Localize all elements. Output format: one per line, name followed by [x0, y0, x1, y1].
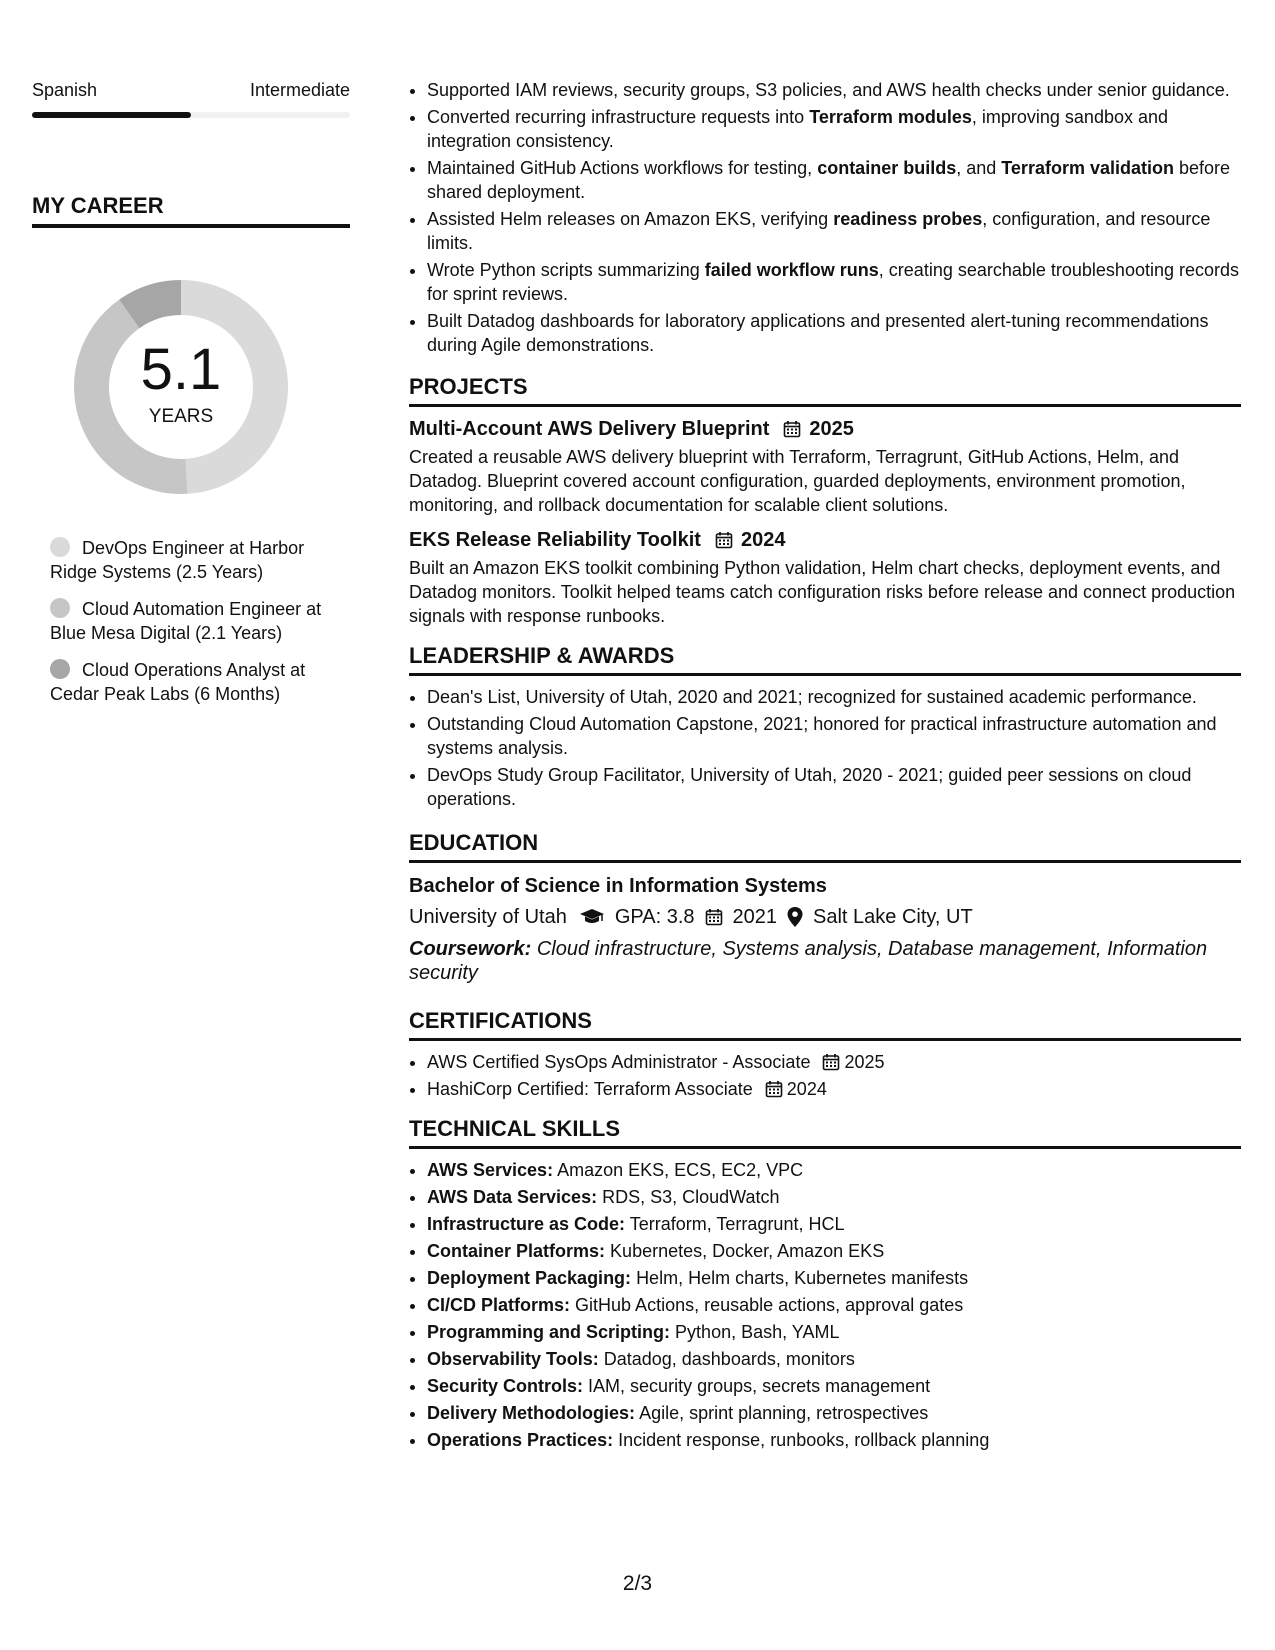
career-total-years: 5.1: [140, 337, 222, 402]
calendar-icon: [783, 420, 801, 438]
legend-dot: [50, 537, 70, 557]
career-legend-label: Cloud Operations Analyst at Cedar Peak Labs (6 Months): [50, 660, 306, 704]
experience-bullet: • Built Datadog dashboards for laboratory applications and presented alert-tuning recommendations during Agile demonstrations.: [427, 309, 1241, 357]
skill-item: • Delivery Methodologies: Agile, sprint planning, retrospectives: [427, 1401, 1241, 1425]
page-number: 2/3: [622, 1572, 653, 1595]
skill-item: • CI/CD Platforms: GitHub Actions, reusable actions, approval gates: [427, 1293, 1241, 1317]
calendar-icon: [822, 1053, 840, 1071]
career-years-unit: YEARS: [148, 406, 214, 427]
skills-list: [409, 1158, 1241, 1452]
certification-item: [427, 1077, 1241, 1101]
graduation-cap-icon: [579, 908, 605, 926]
calendar-icon: [765, 1080, 783, 1098]
career-legend-item: [50, 536, 350, 584]
main-column: [409, 78, 1241, 1455]
leadership-item: • Dean's List, University of Utah, 2020 and 2021; recognized for sustained academic performance.: [427, 685, 1241, 709]
graduation-year: 2021: [732, 906, 778, 928]
experience-bullet: • Converted recurring infrastructure requests into Terraform modules, improving sandbox and integration consistency.: [427, 105, 1241, 153]
project-item: [409, 416, 1241, 517]
education-details: [409, 903, 1241, 931]
experience-bullet: • Maintained GitHub Actions workflows for testing, container builds, and Terraform validation before shared deployment.: [427, 156, 1241, 204]
leadership-heading: LEADERSHIP & AWARDS: [409, 642, 1241, 676]
skill-item: • Programming and Scripting: Python, Bash, YAML: [427, 1320, 1241, 1344]
calendar-icon: [715, 531, 733, 549]
gpa: GPA: 3.8: [614, 906, 695, 928]
coursework-label: Coursework:: [409, 938, 532, 960]
skill-item: • Container Platforms: Kubernetes, Docker, Amazon EKS: [427, 1239, 1241, 1263]
legend-dot: [50, 659, 70, 679]
language-proficiency-fill: [32, 112, 191, 118]
school-location: Salt Lake City, UT: [813, 906, 973, 928]
project-year: 2024: [740, 529, 786, 551]
skill-item: • AWS Services: Amazon EKS, ECS, EC2, VPC: [427, 1158, 1241, 1182]
skill-item: • Operations Practices: Incident response, runbooks, rollback planning: [427, 1428, 1241, 1452]
career-donut-chart: [66, 272, 296, 502]
degree-title: Bachelor of Science in Information Systems: [409, 875, 827, 897]
career-legend-item: [50, 658, 350, 706]
school-name: University of Utah: [409, 906, 567, 928]
certifications-heading: CERTIFICATIONS: [409, 1007, 1241, 1041]
experience-bullets: [409, 78, 1241, 357]
certification-year: 2025: [844, 1052, 885, 1072]
project-description: Built an Amazon EKS toolkit combining Python validation, Helm chart checks, deployment events, and Datadog monitors. Toolkit helped teams catch configuration risks before release and connect production signals with response runbooks.: [409, 558, 1236, 626]
skill-item: • Security Controls: IAM, security groups, secrets management: [427, 1374, 1241, 1398]
project-title-row: [409, 527, 1241, 553]
projects-heading: PROJECTS: [409, 373, 1241, 407]
project-title-row: [409, 416, 1241, 442]
coursework-list: Cloud infrastructure, Systems analysis, Database management, Information security: [409, 938, 1208, 984]
certification-name: • HashiCorp Certified: Terraform Associate: [427, 1079, 753, 1099]
career-legend-label: DevOps Engineer at Harbor Ridge Systems (2.5 Years): [50, 538, 305, 582]
leadership-item: • DevOps Study Group Facilitator, University of Utah, 2020 - 2021; guided peer sessions on cloud operations.: [427, 763, 1241, 811]
certification-item: [427, 1050, 1241, 1074]
language-level: Intermediate: [249, 80, 350, 100]
project-year: 2025: [809, 418, 854, 440]
certification-name: • AWS Certified SysOps Administrator - Associate: [427, 1052, 811, 1072]
coursework: [409, 937, 1241, 985]
skill-item: • Deployment Packaging: Helm, Helm charts, Kubernetes manifests: [427, 1266, 1241, 1290]
calendar-icon: [705, 908, 723, 926]
education-heading: EDUCATION: [409, 829, 1241, 863]
skill-item: • Infrastructure as Code: Terraform, Terragrunt, HCL: [427, 1212, 1241, 1236]
career-legend-label: Cloud Automation Engineer at Blue Mesa Digital (2.1 Years): [50, 599, 322, 643]
experience-bullet: • Supported IAM reviews, security groups, S3 policies, and AWS health checks under senior guidance.: [427, 78, 1241, 102]
experience-bullet: • Assisted Helm releases on Amazon EKS, verifying readiness probes, configuration, and resource limits.: [427, 207, 1241, 255]
skill-item: • AWS Data Services: RDS, S3, CloudWatch: [427, 1185, 1241, 1209]
certification-year: 2024: [786, 1079, 827, 1099]
legend-dot: [50, 598, 70, 618]
certifications-list: [409, 1050, 1241, 1101]
career-legend-item: [50, 597, 350, 645]
donut-center: [66, 272, 296, 502]
experience-bullet: • Wrote Python scripts summarizing failed workflow runs, creating searchable troubleshooting records for sprint reviews.: [427, 258, 1241, 306]
language-proficiency-bar: [32, 112, 350, 118]
language-name: Spanish: [32, 80, 98, 100]
language-row: [32, 78, 350, 102]
career-legend: [50, 536, 350, 706]
project-title: Multi-Account AWS Delivery Blueprint: [409, 418, 770, 440]
project-title: EKS Release Reliability Toolkit: [409, 529, 701, 551]
project-item: [409, 527, 1241, 628]
leadership-item: • Outstanding Cloud Automation Capstone, 2021; honored for practical infrastructure automation and systems analysis.: [427, 712, 1241, 760]
project-description: Created a reusable AWS delivery blueprint with Terraform, Terragrunt, GitHub Actions, Helm, and Datadog. Blueprint covered account configuration, guarded deployments, environment promotion, monitoring, and rollback documentation for scalable client solutions.: [409, 447, 1186, 515]
skill-item: • Observability Tools: Datadog, dashboards, monitors: [427, 1347, 1241, 1371]
sidebar: [32, 78, 350, 719]
career-heading: MY CAREER: [32, 192, 350, 228]
skills-heading: TECHNICAL SKILLS: [409, 1115, 1241, 1149]
map-pin-icon: [787, 907, 803, 927]
leadership-list: [409, 685, 1241, 811]
